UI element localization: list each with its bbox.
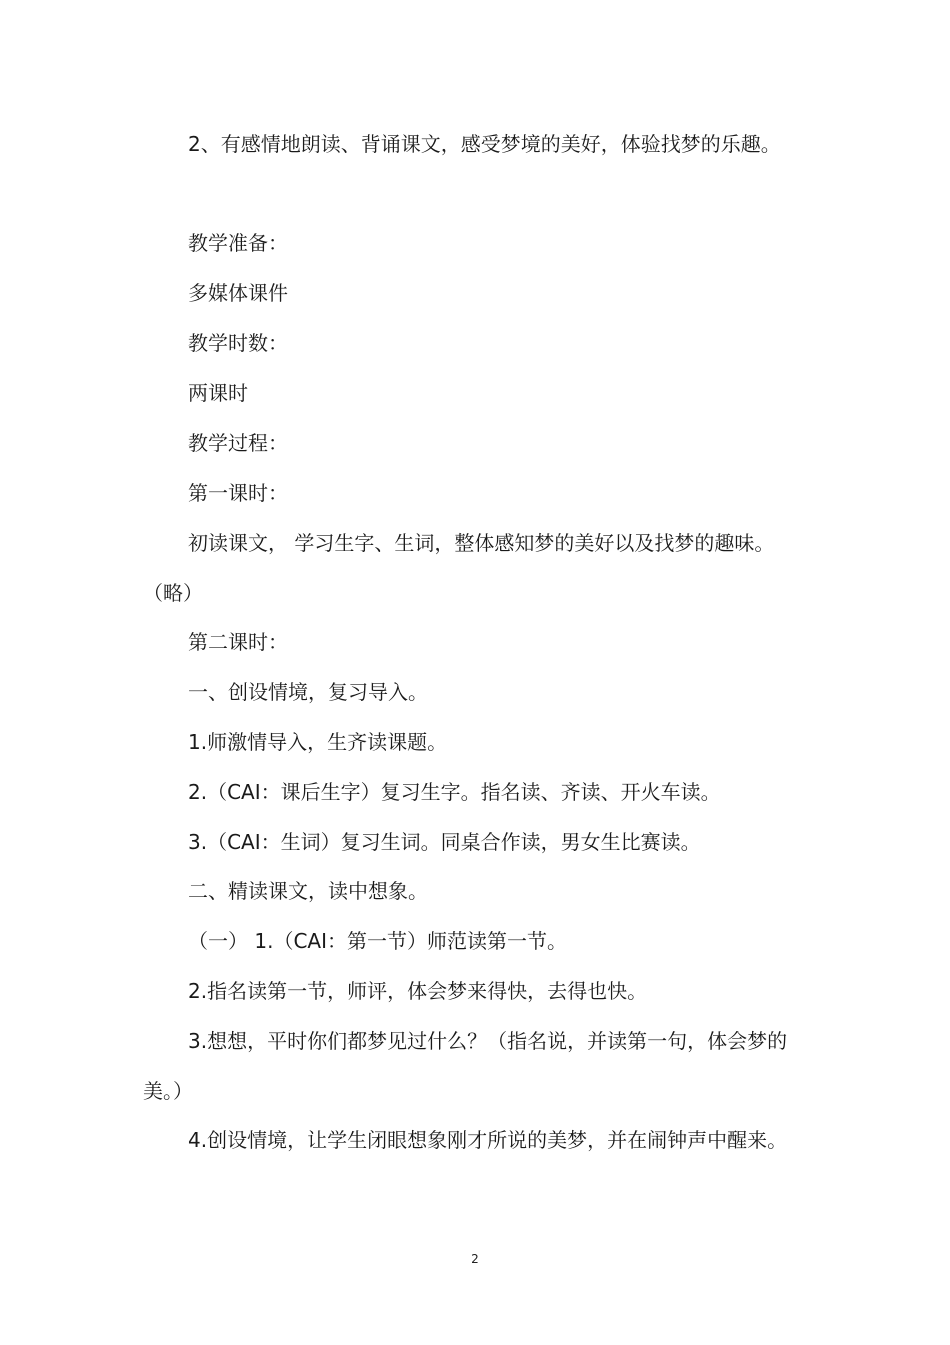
paragraph-section-2: 二、精读课文，读中想象。 bbox=[188, 879, 428, 903]
paragraph-lesson-1-heading: 第一课时： bbox=[188, 481, 288, 505]
paragraph-subsection-1: （一） 1.（CAI：第一节）师范读第一节。 bbox=[188, 929, 567, 953]
paragraph-process-heading: 教学过程： bbox=[188, 431, 288, 455]
paragraph-objective-2: 2、有感情地朗读、背诵课文，感受梦境的美好，体验找梦的乐趣。 bbox=[188, 132, 781, 156]
paragraph-subsection-step-4: 4.创设情境，让学生闭眼想象刚才所说的美梦，并在闹钟声中醒来。 bbox=[188, 1128, 788, 1152]
paragraph-lesson-1-content: 初读课文， 学习生字、生词，整体感知梦的美好以及找梦的趣味。（略） bbox=[143, 531, 775, 605]
page-number: 2 bbox=[471, 1252, 479, 1266]
paragraph-hours-content: 两课时 bbox=[188, 381, 248, 405]
paragraph-step-2: 2.（CAI：课后生字）复习生字。指名读、齐读、开火车读。 bbox=[188, 780, 721, 804]
paragraph-prep-content: 多媒体课件 bbox=[188, 281, 288, 305]
paragraph-section-1: 一、创设情境，复习导入。 bbox=[188, 680, 428, 704]
paragraph-prep-heading: 教学准备： bbox=[188, 231, 288, 255]
paragraph-subsection-step-3: 3.想想，平时你们都梦见过什么？（指名说，并读第一句，体会梦的美。） bbox=[143, 1029, 788, 1103]
paragraph-step-1: 1.师激情导入，生齐读课题。 bbox=[188, 730, 448, 754]
paragraph-step-3: 3.（CAI：生词）复习生词。同桌合作读，男女生比赛读。 bbox=[188, 830, 701, 854]
paragraph-subsection-step-2: 2.指名读第一节，师评，体会梦来得快，去得也快。 bbox=[188, 979, 648, 1003]
paragraph-lesson-2-heading: 第二课时： bbox=[188, 630, 288, 654]
paragraph-hours-heading: 教学时数： bbox=[188, 331, 288, 355]
